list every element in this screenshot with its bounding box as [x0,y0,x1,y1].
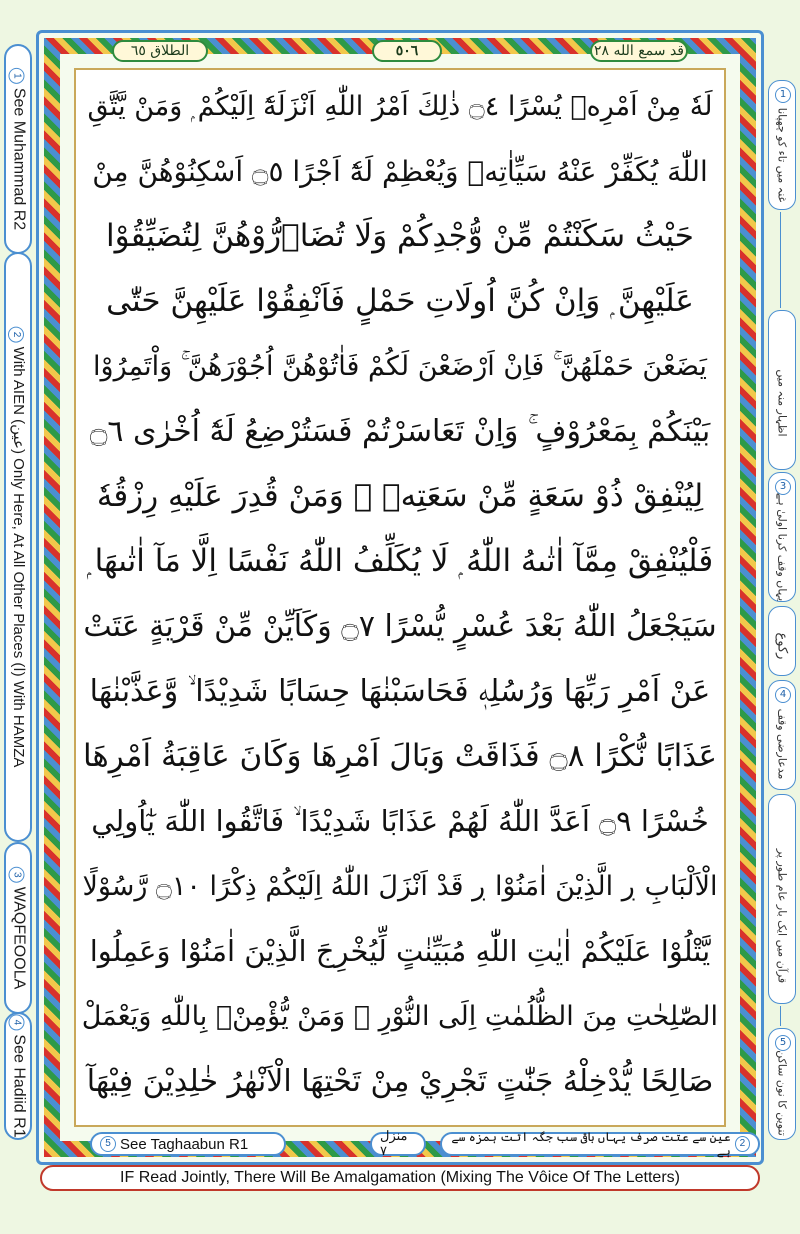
margin-note-text: See Hadiid R1 [10,1034,28,1138]
margin-note-3 [4,842,32,1014]
ruku-text: رکوع [774,632,790,660]
right-note-text: اظہار منہ میں [775,369,789,437]
surah-name: الطلاق ٦٥ [112,40,208,62]
page-number: ٥٠٦ [372,40,442,62]
text-line: صَالِحًا يُّدْخِلْهُ جَنّٰتٍ تَجْرِيْ مِنْ تَحْتِهَا الْاَنْهٰرُ خٰلِدِيْنَ فِيْهَآ [86,1064,714,1099]
right-note-text: مدعارضی وقف [775,708,789,780]
quran-text [82,74,718,1114]
footer-note-text: عین سے عتت صرف یہاں باقی سب جگہ اتت ہمزہ سے ہے [451,1130,731,1158]
note-number: 2 [735,1136,750,1152]
bottom-note: IF Read Jointly, There Will Be Amalgamation (Mixing The Vôice Of The Letters) [40,1165,760,1191]
text-line: حَيْثُ سَكَنْتُمْ مِّنْ وُّجْدِكُمْ وَلَا تُضَاۗرُّوْهُنَّ لِتُضَيِّقُوْا [106,218,694,254]
right-note-text: غنہ میں تاء کو چھپانا [775,107,789,203]
right-note-4 [768,680,796,790]
right-note-text: قرآن میں ایک بار عام طور پر [775,848,789,983]
note-number: 3 [9,867,25,883]
left-margin-notes [2,44,34,1152]
right-note-text: تنوین کا نون ساکن [775,1050,789,1136]
margin-note-text: See Muhammad R2 [10,87,28,231]
page-header [0,36,800,68]
footer-note-text: See Taghaabun R1 [120,1135,249,1153]
margin-note-1 [4,44,32,254]
text-line: عَذَابًا نُّكْرًا ۝٨ فَذَاقَتْ وَبَالَ اَمْرِهَا وَكَانَ عَاقِبَةُ اَمْرِهَا [82,738,718,774]
margin-divider [780,1006,781,1026]
note-number: 5 [775,1035,791,1051]
text-line: عَلَيْهِنَّ ۭ وَاِنْ كُنَّ اُولَاتِ حَمْلٍ فَاَنْفِقُوْا عَلَيْهِنَّ حَتّٰى [106,283,694,319]
note-number: 2 [8,327,24,343]
footer-note-right [440,1132,760,1156]
margin-note-text: WAQFEOOLA [10,886,28,990]
text-line: بَيْنَكُمْ بِمَعْرُوْفٍ ۚ وَاِنْ تَعَاسَرْتُمْ فَسَتُرْضِعُ لَهٗٓ اُخْرٰى ۝٦ [89,414,711,449]
right-note-1 [768,80,796,210]
text-line: خُسْرًا ۝٩ اَعَدَّ اللّٰهُ لَهُمْ عَذَابًا شَدِيْدًا ۙ فَاتَّقُوا اللّٰهَ يٰٓاُولِي [91,804,709,838]
margin-note-2 [4,252,32,842]
text-line: فَلْيُنْفِقْ مِمَّآ اٰتٰىهُ اللّٰهُ ۭ لَا يُكَلِّفُ اللّٰهُ نَفْسًا اِلَّا مَآ اٰتٰىهَا ۭ [86,543,714,579]
note-number: 5 [100,1136,116,1152]
juz-label: قد سمع الله ٢٨ [590,40,688,62]
note-number: 3 [775,479,791,495]
text-line: يَضَعْنَ حَمْلَهُنَّ ۚ فَاِنْ اَرْضَعْنَ لَكُمْ فَاٰتُوْهُنَّ اُجُوْرَهُنَّ ۚ وَاْتَمِرُوْا [93,351,707,382]
page-footer [0,1129,800,1159]
note-number: 1 [775,87,791,103]
text-line: عَنْ اَمْرِ رَبِّهَا وَرُسُلِهٖ فَحَاسَبْنٰهَا حِسَابًا شَدِيْدًا ۙ وَّعَذَّبْنٰهَا [89,674,711,709]
text-line: سَيَجْعَلُ اللّٰهُ بَعْدَ عُسْرٍ يُّسْرًا ۝٧ وَكَاَيِّنْ مِّنْ قَرْيَةٍ عَتَتْ [83,609,717,644]
right-note-2 [768,310,796,470]
note-number: 1 [9,68,25,84]
ruku-marker [768,606,796,676]
text-line: لَهٗ مِنْ اَمْرِهٖ يُسْرًا ۝٤ ذٰلِكَ اَمْرُ اللّٰهِ اَنْزَلَهٗٓ اِلَيْكُمْ ۭ وَمَنْ يَّتَّقِ [87,91,713,122]
text-line: يَّتْلُوْا عَلَيْكُمْ اٰيٰتِ اللّٰهِ مُبَيِّنٰتٍ لِّيُخْرِجَ الَّذِيْنَ اٰمَنُوْا وَعَمِلُوا [89,934,711,968]
margin-note-4 [4,1012,32,1140]
right-note-6 [768,1028,796,1140]
note-number: 4 [775,687,791,703]
margin-note-text: With AIEN (عين) Only Here, At All Other Places (ا) With HAMZA [10,346,27,768]
right-note-5 [768,794,796,1004]
text-line: لِيُنْفِقْ ذُوْ سَعَةٍ مِّنْ سَعَتِهٖ ۭ وَمَنْ قُدِرَ عَلَيْهِ رِزْقُهٗ [96,478,704,514]
right-note-3 [768,472,796,602]
note-number: 4 [9,1014,25,1030]
text-line: الصّٰلِحٰتِ مِنَ الظُّلُمٰتِ اِلَى النُّوْرِ ۭ وَمَنْ يُّؤْمِنْۢ بِاللّٰهِ وَيَعْمَلْ [82,1001,718,1032]
text-line: اللّٰهَ يُكَفِّرْ عَنْهُ سَيِّاٰتِهٖ وَيُعْظِمْ لَهٗٓ اَجْرًا ۝٥ اَسْكِنُوْهُنَّ مِنْ [92,155,708,188]
margin-divider [780,212,781,308]
right-margin-notes [766,80,798,1140]
manzil-label: منزل ٧ [370,1132,426,1156]
right-note-text: یہاں وقف کرنا اولیٰ ہے [775,493,789,602]
text-line: الْاَلْبَابِ ڔ الَّذِيْنَ اٰمَنُوْا ڔ قَدْ اَنْزَلَ اللّٰهُ اِلَيْكُمْ ذِكْرًا ۝١٠ رَّسُوْلًا [82,871,718,902]
footer-note-left [90,1132,286,1156]
